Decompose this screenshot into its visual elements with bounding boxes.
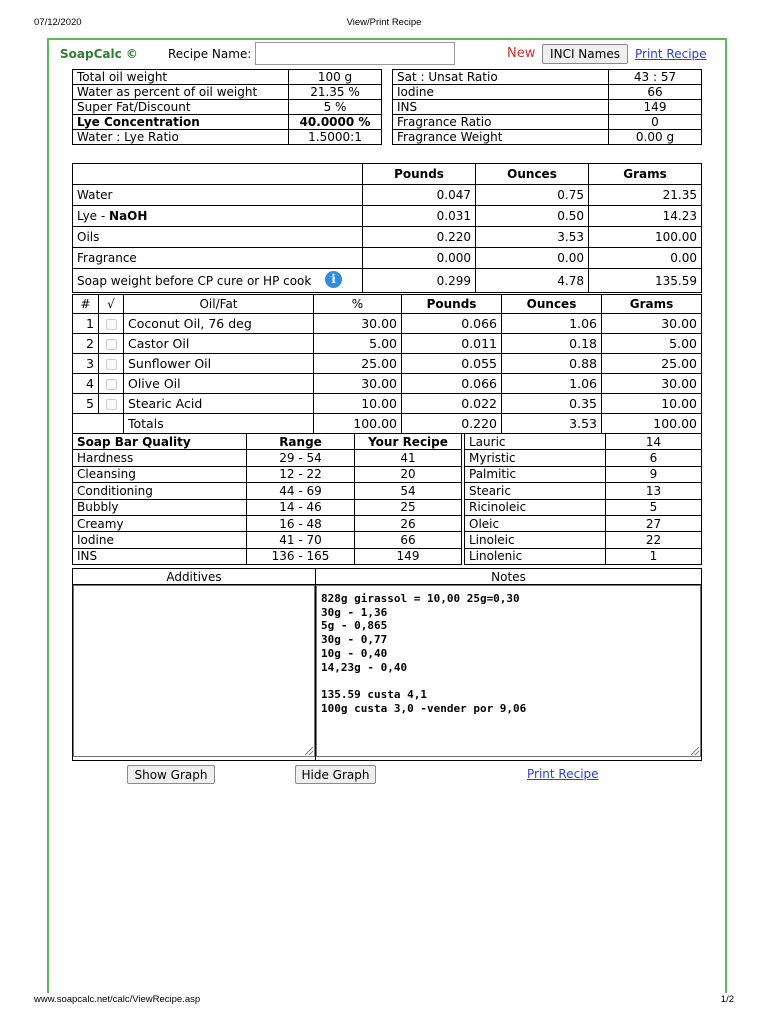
- fatty-acid-value: 13: [606, 483, 702, 499]
- fatty-acid-name: Oleic: [465, 515, 606, 531]
- oil-pounds: 0.022: [402, 394, 502, 414]
- oil-number: 5: [73, 394, 99, 414]
- oil-row: [73, 354, 702, 374]
- oil-name: Stearic Acid: [124, 394, 314, 414]
- summary-label: Total oil weight: [73, 70, 289, 85]
- oil-checkbox[interactable]: [106, 339, 117, 350]
- oils-header-grams: Grams: [602, 295, 702, 314]
- quality-name: INS: [73, 548, 247, 564]
- fatty-acid-row: [465, 532, 702, 548]
- summary-label: Fragrance Ratio: [393, 115, 609, 130]
- summary-row: [393, 100, 702, 115]
- oil-pounds: 0.066: [402, 374, 502, 394]
- summary-row: [393, 85, 702, 100]
- oil-checkbox[interactable]: [106, 399, 117, 410]
- quality-range: 41 - 70: [247, 532, 355, 548]
- quality-header-quality: Soap Bar Quality: [73, 434, 247, 450]
- show-graph-button[interactable]: Show Graph: [127, 765, 215, 784]
- weights-header-grams: Grams: [589, 164, 702, 185]
- print-title: View/Print Recipe: [346, 17, 422, 28]
- fatty-acid-row: [465, 434, 702, 450]
- oil-ounces: 0.18: [502, 334, 602, 354]
- fatty-acid-value: 14: [606, 434, 702, 450]
- resize-grip-icon[interactable]: [691, 747, 699, 755]
- weights-label-text: Water: [77, 188, 113, 202]
- oil-percent: 25.00: [314, 354, 402, 374]
- oil-checkbox[interactable]: [106, 359, 117, 370]
- resize-grip-icon[interactable]: [305, 747, 313, 755]
- totals-ounces: 3.53: [502, 414, 602, 434]
- summary-row: [73, 85, 382, 100]
- oil-number: 2: [73, 334, 99, 354]
- quality-table: [72, 433, 462, 565]
- totals-percent: 100.00: [314, 414, 402, 434]
- weights-label-text: Lye -: [77, 209, 110, 223]
- soap-weight-ounces: 4.78: [476, 269, 589, 293]
- totals-pounds: 0.220: [402, 414, 502, 434]
- fatty-acid-value: 27: [606, 515, 702, 531]
- oil-name: Sunflower Oil: [124, 354, 314, 374]
- weights-header-pounds: Pounds: [363, 164, 476, 185]
- summary-label: Super Fat/Discount: [73, 100, 289, 115]
- summary-value: 40.0000 %: [289, 115, 382, 130]
- fatty-acid-name: Ricinoleic: [465, 499, 606, 515]
- fatty-acid-name: Linoleic: [465, 532, 606, 548]
- weights-grams: 21.35: [589, 185, 702, 206]
- quality-value: 25: [355, 499, 462, 515]
- additives-cell: [73, 585, 316, 761]
- oils-header-oil: Oil/Fat: [124, 295, 314, 314]
- quality-row: [73, 532, 462, 548]
- oil-checkbox-cell: [99, 314, 124, 334]
- oil-pounds: 0.066: [402, 314, 502, 334]
- oil-name: Castor Oil: [124, 334, 314, 354]
- weights-ounces: 0.00: [476, 248, 589, 269]
- weights-label: [73, 248, 363, 269]
- oils-table: [72, 294, 702, 434]
- print-recipe-link-top[interactable]: Print Recipe: [635, 47, 707, 61]
- soap-weight-row: [73, 269, 702, 293]
- quality-value: 66: [355, 532, 462, 548]
- recipe-name-label: Recipe Name:: [168, 47, 252, 61]
- oil-checkbox-cell: [99, 354, 124, 374]
- quality-value: 149: [355, 548, 462, 564]
- summary-label: Lye Concentration: [73, 115, 289, 130]
- fatty-acid-name: Myristic: [465, 450, 606, 466]
- fatty-acid-row: [465, 515, 702, 531]
- oil-name: Coconut Oil, 76 deg: [124, 314, 314, 334]
- oils-header-ounces: Ounces: [502, 295, 602, 314]
- oils-header-pounds: Pounds: [402, 295, 502, 314]
- fatty-acid-value: 22: [606, 532, 702, 548]
- summary-value: 43 : 57: [609, 70, 702, 85]
- quality-name: Cleansing: [73, 466, 247, 482]
- oil-pounds: 0.011: [402, 334, 502, 354]
- oils-header-check: √: [99, 295, 124, 314]
- oil-percent: 5.00: [314, 334, 402, 354]
- summary-label: Iodine: [393, 85, 609, 100]
- additives-notes-table: [72, 568, 702, 761]
- summary-row: [73, 100, 382, 115]
- fatty-acid-value: 5: [606, 499, 702, 515]
- additives-textarea[interactable]: [73, 585, 315, 757]
- notes-textarea[interactable]: [316, 585, 701, 757]
- notes-text: 828g girassol = 10,00 25g=0,30 30g - 1,36 5g - 0,865 30g - 0,77 10g - 0,40 14,23g - 0,40 135.59 custa 4,1 100g custa 3,0 -vender por 9,06: [321, 592, 527, 715]
- recipe-name-input[interactable]: [255, 42, 455, 65]
- weights-header-ounces: Ounces: [476, 164, 589, 185]
- quality-range: 136 - 165: [247, 548, 355, 564]
- weights-table: [72, 163, 702, 293]
- print-recipe-link-bottom[interactable]: Print Recipe: [527, 767, 599, 781]
- oil-row: [73, 314, 702, 334]
- weights-label: [73, 227, 363, 248]
- oil-name: Olive Oil: [124, 374, 314, 394]
- weights-row: [73, 185, 702, 206]
- oil-pounds: 0.055: [402, 354, 502, 374]
- oil-ounces: 0.35: [502, 394, 602, 414]
- weights-row: [73, 248, 702, 269]
- oil-ounces: 0.88: [502, 354, 602, 374]
- quality-range: 14 - 46: [247, 499, 355, 515]
- oil-ounces: 1.06: [502, 314, 602, 334]
- info-icon[interactable]: i: [325, 271, 342, 288]
- summary-row: [73, 115, 382, 130]
- print-date: 07/12/2020: [34, 17, 82, 28]
- weights-label-text: Oils: [77, 230, 100, 244]
- oil-grams: 10.00: [602, 394, 702, 414]
- summary-row: [393, 70, 702, 85]
- weights-header-blank: [73, 164, 363, 185]
- brand-logo: SoapCalc ©: [60, 47, 138, 61]
- oil-grams: 25.00: [602, 354, 702, 374]
- summary-label: Fragrance Weight: [393, 130, 609, 145]
- oil-number: 3: [73, 354, 99, 374]
- weights-pounds: 0.047: [363, 185, 476, 206]
- notes-cell: [316, 585, 702, 761]
- quality-name: Bubbly: [73, 499, 247, 515]
- quality-row: [73, 499, 462, 515]
- lye-type: NaOH: [109, 209, 148, 223]
- quality-range: 16 - 48: [247, 515, 355, 531]
- oil-grams: 30.00: [602, 374, 702, 394]
- weights-ounces: 0.50: [476, 206, 589, 227]
- fatty-acid-name: Lauric: [465, 434, 606, 450]
- quality-value: 41: [355, 450, 462, 466]
- oil-percent: 30.00: [314, 314, 402, 334]
- oil-grams: 5.00: [602, 334, 702, 354]
- quality-value: 54: [355, 483, 462, 499]
- summary-value: 66: [609, 85, 702, 100]
- oil-number: 4: [73, 374, 99, 394]
- oil-row: [73, 374, 702, 394]
- oil-checkbox-cell: [99, 334, 124, 354]
- fatty-acid-row: [465, 499, 702, 515]
- oil-number: 1: [73, 314, 99, 334]
- oil-ounces: 1.06: [502, 374, 602, 394]
- print-page-number: 1/2: [720, 994, 734, 1005]
- oil-grams: 30.00: [602, 314, 702, 334]
- oil-percent: 10.00: [314, 394, 402, 414]
- summary-value: 1.5000:1: [289, 130, 382, 145]
- quality-name: Conditioning: [73, 483, 247, 499]
- quality-row: [73, 466, 462, 482]
- summary-label: Water as percent of oil weight: [73, 85, 289, 100]
- fatty-acid-name: Linolenic: [465, 548, 606, 564]
- summary-row: [393, 130, 702, 145]
- fatty-acid-name: Palmitic: [465, 466, 606, 482]
- quality-range: 12 - 22: [247, 466, 355, 482]
- weights-row: [73, 206, 702, 227]
- fatty-acid-name: Stearic: [465, 483, 606, 499]
- summary-label: Sat : Unsat Ratio: [393, 70, 609, 85]
- oils-header-percent: %: [314, 295, 402, 314]
- weights-pounds: 0.220: [363, 227, 476, 248]
- totals-label: Totals: [124, 414, 314, 434]
- hide-graph-button[interactable]: Hide Graph: [295, 765, 376, 784]
- weights-ounces: 0.75: [476, 185, 589, 206]
- weights-label: [73, 185, 363, 206]
- weights-grams: 0.00: [589, 248, 702, 269]
- notes-label: Notes: [316, 569, 702, 585]
- quality-range: 29 - 54: [247, 450, 355, 466]
- summary-left-table: [72, 69, 382, 145]
- additives-label: Additives: [73, 569, 316, 585]
- fatty-acids-table: [464, 433, 702, 565]
- oils-totals-row: [73, 414, 702, 434]
- quality-header-range: Range: [247, 434, 355, 450]
- weights-label: [73, 206, 363, 227]
- weights-pounds: 0.031: [363, 206, 476, 227]
- quality-header-recipe: Your Recipe: [355, 434, 462, 450]
- quality-value: 20: [355, 466, 462, 482]
- inci-names-button[interactable]: INCI Names: [542, 44, 628, 64]
- soap-weight-label-cell: [73, 269, 363, 293]
- quality-row: [73, 548, 462, 564]
- fatty-acid-row: [465, 483, 702, 499]
- weights-grams: 14.23: [589, 206, 702, 227]
- oils-header-number: #: [73, 295, 99, 314]
- oil-row: [73, 394, 702, 414]
- quality-row: [73, 515, 462, 531]
- fatty-acid-value: 6: [606, 450, 702, 466]
- fatty-acid-row: [465, 466, 702, 482]
- summary-value: 0.00 g: [609, 130, 702, 145]
- summary-label: Water : Lye Ratio: [73, 130, 289, 145]
- totals-blank: [73, 414, 124, 434]
- fatty-acid-value: 9: [606, 466, 702, 482]
- totals-grams: 100.00: [602, 414, 702, 434]
- topbar: [60, 42, 710, 66]
- summary-label: INS: [393, 100, 609, 115]
- quality-range: 44 - 69: [247, 483, 355, 499]
- summary-row: [73, 70, 382, 85]
- quality-name: Creamy: [73, 515, 247, 531]
- new-label: New: [507, 46, 536, 61]
- quality-row: [73, 483, 462, 499]
- summary-right-table: [392, 69, 702, 145]
- soap-weight-grams: 135.59: [589, 269, 702, 293]
- oil-checkbox-cell: [99, 394, 124, 414]
- quality-name: Hardness: [73, 450, 247, 466]
- fatty-acid-row: [465, 548, 702, 564]
- fatty-acid-value: 1: [606, 548, 702, 564]
- summary-value: 149: [609, 100, 702, 115]
- weights-grams: 100.00: [589, 227, 702, 248]
- oil-checkbox[interactable]: [106, 319, 117, 330]
- oil-row: [73, 334, 702, 354]
- summary-row: [73, 130, 382, 145]
- fatty-acid-row: [465, 450, 702, 466]
- quality-value: 26: [355, 515, 462, 531]
- soap-weight-label: Soap weight before CP cure or HP cook: [77, 273, 312, 288]
- quality-row: [73, 450, 462, 466]
- oil-checkbox[interactable]: [106, 379, 117, 390]
- weights-ounces: 3.53: [476, 227, 589, 248]
- quality-name: Iodine: [73, 532, 247, 548]
- oil-percent: 30.00: [314, 374, 402, 394]
- summary-value: 5 %: [289, 100, 382, 115]
- print-url: www.soapcalc.net/calc/ViewRecipe.asp: [34, 994, 201, 1005]
- weights-pounds: 0.000: [363, 248, 476, 269]
- weights-row: [73, 227, 702, 248]
- oil-checkbox-cell: [99, 374, 124, 394]
- weights-label-text: Fragrance: [77, 251, 137, 265]
- summary-value: 21.35 %: [289, 85, 382, 100]
- summary-value: 0: [609, 115, 702, 130]
- soap-weight-pounds: 0.299: [363, 269, 476, 293]
- summary-row: [393, 115, 702, 130]
- summary-value: 100 g: [289, 70, 382, 85]
